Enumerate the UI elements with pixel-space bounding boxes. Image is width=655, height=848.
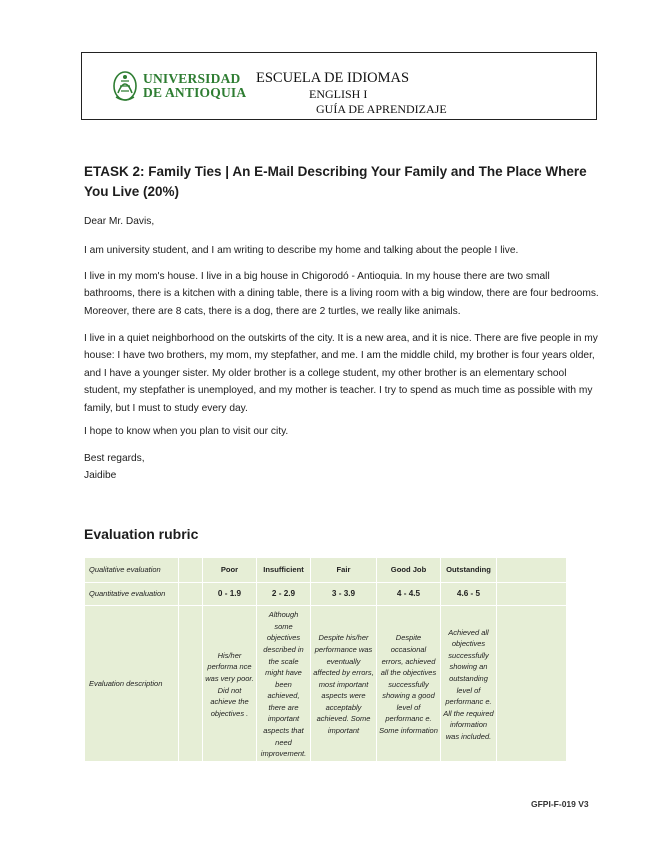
school-title: ESCUELA DE IDIOMAS (256, 70, 410, 86)
row-label-qualitative: Qualitative evaluation (85, 558, 179, 583)
empty-cell (497, 558, 567, 583)
empty-cell (179, 558, 203, 583)
qualitative-cell: Outstanding (441, 558, 497, 583)
letter-paragraph-4: I hope to know when you plan to visit our city. (84, 426, 289, 437)
letter-signature: Jaidibe (84, 470, 117, 481)
letter-closing: Best regards, (84, 453, 145, 464)
row-label-quantitative: Quantitative evaluation (85, 583, 179, 606)
description-cell: Although some objectives described in the scale might have been achieved, there are important aspects that need improvement. (257, 606, 311, 762)
quantitative-cell: 3 - 3.9 (311, 583, 377, 606)
letter-paragraph-1: I am university student, and I am writing to describe my home and talking about the people I live. (84, 245, 519, 256)
course-name: ENGLISH I (309, 87, 368, 101)
quantitative-cell: 4 - 4.5 (377, 583, 441, 606)
university-seal-icon (112, 69, 140, 103)
quantitative-cell: 2 - 2.9 (257, 583, 311, 606)
quantitative-cell: 4.6 - 5 (441, 583, 497, 606)
letter-paragraph-3: I live in a quiet neighborhood on the outskirts of the city. It is a new area, and it is nice. There are five people in my house: I have two brothers, my mom, my stepfather, and me. I am the middle child, my brother is four years older, and I have a younger sister. My older brother is a college student, my other brother is an elementary school student, my stepfather is unemployed, and my mother is teacher. I try to spend as much time as possible with my family, but I must to study every day. (84, 333, 598, 414)
document-header (81, 52, 597, 120)
qualitative-cell: Poor (203, 558, 257, 583)
evaluation-rubric-table (84, 557, 567, 762)
qualitative-cell: Good Job (377, 558, 441, 583)
logo-text-line1: UNIVERSIDAD (143, 71, 241, 86)
description-cell: Achieved all objectives successfully showing an outstanding level of performanc e. All the required information was included. (441, 606, 497, 762)
description-cell: Despite his/her performance was eventually affected by errors, most important aspects were acceptably achieved. Some important (311, 606, 377, 762)
table-row (85, 583, 567, 606)
table-row (85, 558, 567, 583)
university-logo (112, 69, 247, 103)
logo-text-line2: DE ANTIOQUIA (143, 85, 247, 100)
row-label-description: Evaluation description (85, 606, 179, 762)
qualitative-cell: Fair (311, 558, 377, 583)
description-cell: His/her performa nce was very poor. Did not achieve the objectives . (203, 606, 257, 762)
letter-paragraph-2: I live in my mom's house. I live in a big house in Chigorodó - Antioquia. In my house there are two small bathrooms, there is a kitchen with a dining table, there is a living room with a big window, there are four bedrooms. Moreover, there are 8 cats, there is a dog, there are 2 turtles, we really like animals. (84, 271, 599, 317)
table-row (85, 606, 567, 762)
empty-cell (179, 606, 203, 762)
empty-cell (179, 583, 203, 606)
quantitative-cell: 0 - 1.9 (203, 583, 257, 606)
document-code: GFPI-F-019 V3 (531, 799, 589, 809)
qualitative-cell: Insufficient (257, 558, 311, 583)
task-title: ETASK 2: Family Ties | An E-Mail Describing Your Family and The Place Where You Live (20%) (84, 164, 587, 199)
empty-cell (497, 606, 567, 762)
rubric-title: Evaluation rubric (84, 526, 199, 542)
description-cell: Despite occasional errors, achieved all the objectives successfully showing a good level of performanc e. Some information (377, 606, 441, 762)
letter-greeting: Dear Mr. Davis, (84, 216, 155, 227)
guide-name: GUÍA DE APRENDIZAJE (316, 102, 447, 116)
empty-cell (497, 583, 567, 606)
